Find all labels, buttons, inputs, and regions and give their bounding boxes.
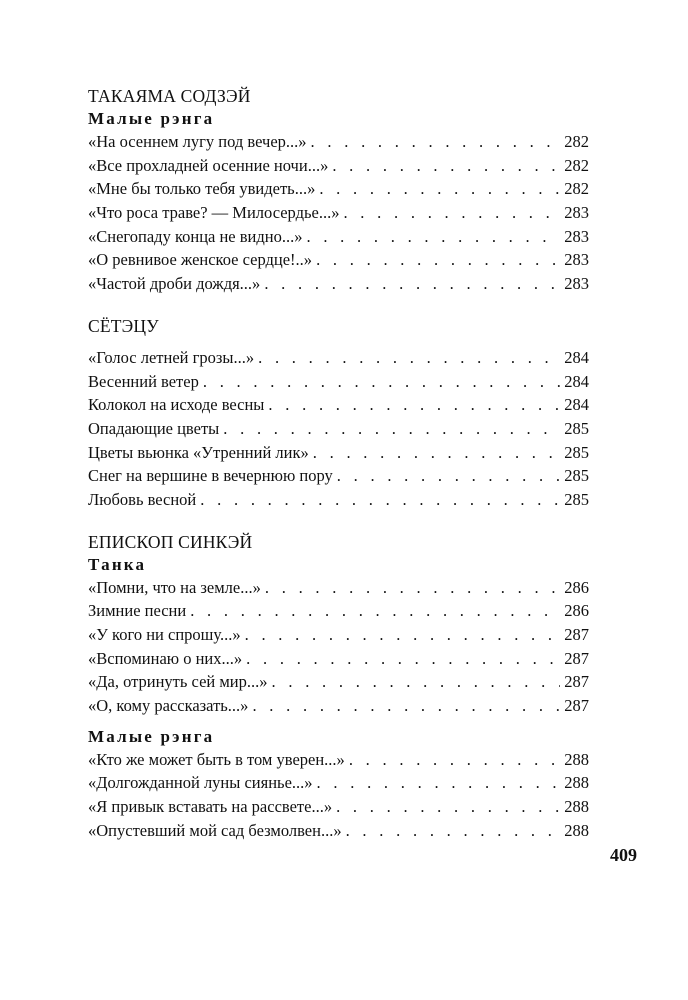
entry-title: Опадающие цветы xyxy=(88,418,220,438)
entry-page: 288 xyxy=(564,773,589,793)
dot-leader xyxy=(332,154,560,178)
entry-page: 283 xyxy=(564,203,589,223)
entry-title: Колокол на исходе весны xyxy=(88,395,265,415)
dot-leader xyxy=(306,225,560,249)
entry-title: «Снегопаду конца не видно...» xyxy=(88,226,303,246)
entry-page: 288 xyxy=(564,749,589,769)
entry-title: Любовь весной xyxy=(88,489,197,509)
entry-title: «О ревнивое женское сердце!..» xyxy=(88,250,313,270)
entry-title: «На осеннем лугу под вечер...» xyxy=(88,132,307,151)
dot-leader xyxy=(317,771,561,795)
entry-page: 285 xyxy=(564,466,589,486)
entry-page: 282 xyxy=(564,132,589,151)
toc-entry xyxy=(88,670,589,694)
author-heading: ЕПИСКОП СИНКЭЙ xyxy=(88,531,253,552)
entry-page: 286 xyxy=(564,577,589,597)
dot-leader xyxy=(265,576,560,600)
toc-entry xyxy=(88,225,589,249)
author-heading: СЁТЭЦУ xyxy=(88,315,159,336)
dot-leader xyxy=(264,272,560,296)
entry-title: «Да, отринуть сей мир...» xyxy=(88,672,268,692)
dot-leader xyxy=(311,130,561,154)
dot-leader xyxy=(203,370,560,394)
entry-title: «Частой дроби дождя...» xyxy=(88,274,261,294)
entry-page: 286 xyxy=(564,601,589,621)
entry-page: 284 xyxy=(564,347,589,367)
dot-leader xyxy=(223,417,560,441)
dot-leader xyxy=(200,488,560,512)
dot-leader xyxy=(313,441,561,465)
entry-title: «Что роса траве? — Милосердье...» xyxy=(88,203,340,223)
entry-page: 285 xyxy=(564,442,589,462)
toc-entry xyxy=(88,417,589,441)
entry-page: 285 xyxy=(564,418,589,438)
dot-leader xyxy=(190,599,560,623)
entry-title: «Голос летней грозы...» xyxy=(88,347,255,367)
toc-entry xyxy=(88,393,589,417)
entry-title: «Долгожданной луны сиянье...» xyxy=(88,773,313,793)
page-number: 409 xyxy=(610,845,637,865)
dot-leader xyxy=(346,819,561,843)
subsection-heading: Танка xyxy=(88,554,147,574)
entry-page: 282 xyxy=(564,155,589,175)
entry-title: Весенний ветер xyxy=(88,371,199,391)
entry-title: «Помни, что на земле...» xyxy=(88,577,261,597)
section-spacer xyxy=(88,512,589,530)
entry-title: «Вспоминаю о них...» xyxy=(88,648,243,668)
heading-spacer xyxy=(88,338,589,346)
table-of-contents xyxy=(88,84,589,843)
toc-entry xyxy=(88,694,589,718)
dot-leader xyxy=(319,177,560,201)
entry-page: 287 xyxy=(564,625,589,644)
entry-page: 283 xyxy=(564,274,589,294)
entry-page: 283 xyxy=(564,250,589,270)
toc-entry xyxy=(88,771,589,795)
toc-entry xyxy=(88,599,589,623)
entry-page: 287 xyxy=(564,648,589,668)
entry-title: «У кого ни спрошу...» xyxy=(88,625,241,644)
toc-entry xyxy=(88,177,589,201)
dot-leader xyxy=(349,748,560,772)
entry-page: 288 xyxy=(564,820,589,840)
dot-leader xyxy=(252,694,560,718)
entry-title: «О, кому рассказать...» xyxy=(88,696,249,716)
entry-title: Снег на вершине в вечернюю пору xyxy=(88,466,333,486)
dot-leader xyxy=(258,346,560,370)
dot-leader xyxy=(343,201,560,225)
entry-page: 282 xyxy=(564,179,589,199)
entry-page: 287 xyxy=(564,672,589,692)
entry-page: 287 xyxy=(564,696,589,716)
dot-leader xyxy=(336,795,560,819)
entry-page: 284 xyxy=(564,371,589,391)
entry-title: Зимние песни xyxy=(88,601,187,621)
toc-entry xyxy=(88,576,589,600)
toc-entry xyxy=(88,748,589,772)
entry-title: «Все прохладней осенние ночи...» xyxy=(88,155,329,175)
entry-title: Цветы вьюнка «Утренний лик» xyxy=(88,442,309,462)
entry-page: 285 xyxy=(564,489,589,509)
toc-entry xyxy=(88,647,589,671)
group-spacer xyxy=(88,718,589,726)
entry-title: «Я привык вставать на рассвете...» xyxy=(88,797,333,817)
toc-entry xyxy=(88,819,589,843)
toc-entry xyxy=(88,154,589,178)
subsection-heading: Малые рэнга xyxy=(88,726,215,746)
toc-entry xyxy=(88,201,589,225)
toc-entry xyxy=(88,464,589,488)
dot-leader xyxy=(245,623,561,647)
entry-page: 283 xyxy=(564,226,589,246)
toc-entry xyxy=(88,346,589,370)
dot-leader xyxy=(268,393,560,417)
entry-page: 284 xyxy=(564,395,589,415)
entry-title: «Опустевший мой сад безмолвен...» xyxy=(88,820,342,840)
entry-page: 288 xyxy=(564,797,589,817)
dot-leader xyxy=(337,464,560,488)
toc-entry xyxy=(88,272,589,296)
entry-title: «Мне бы только тебя увидеть...» xyxy=(88,179,316,199)
author-heading: ТАКАЯМА СОДЗЭЙ xyxy=(88,86,251,106)
toc-entry xyxy=(88,370,589,394)
dot-leader xyxy=(272,670,561,694)
toc-entry xyxy=(88,130,589,154)
dot-leader xyxy=(316,248,560,272)
toc-entry xyxy=(88,441,589,465)
toc-entry xyxy=(88,488,589,512)
subsection-heading: Малые рэнга xyxy=(88,109,215,128)
section-spacer xyxy=(88,296,589,314)
dot-leader xyxy=(246,647,560,671)
entry-title: «Кто же может быть в том уверен...» xyxy=(88,749,345,769)
toc-entry xyxy=(88,623,589,647)
toc-entry xyxy=(88,248,589,272)
toc-entry xyxy=(88,795,589,819)
